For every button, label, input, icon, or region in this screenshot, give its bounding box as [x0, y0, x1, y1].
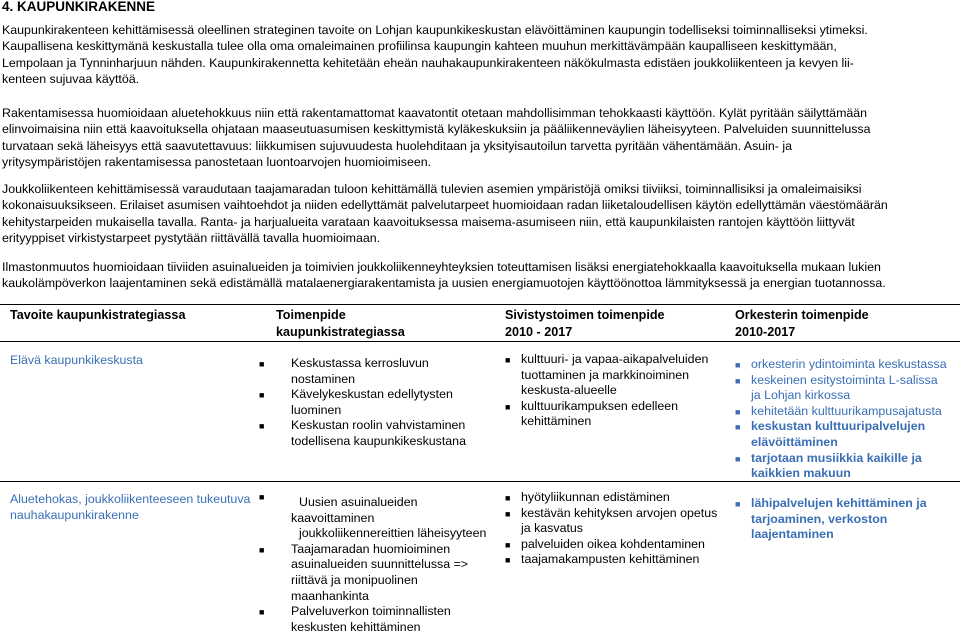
header-line: Sivistystoimen toimenpide: [505, 308, 665, 322]
item-line: keskustan kulttuuripalvelujen: [751, 419, 926, 434]
item-line: Palveluverkon toiminnallisten: [291, 604, 451, 619]
bullet-icon: ■: [505, 555, 511, 566]
paragraph-fragment: Kaupunkirakennetta kehitetään eheän nauhakaupunkirakenteen näkökulmasta edistäen joukkoliikenteen ja kevyen lii-: [209, 55, 854, 70]
item-line: lähipalvelujen kehittäminen ja: [751, 496, 927, 510]
list-item: [505, 399, 708, 430]
row-1-orchestra-list: [735, 357, 947, 482]
paragraph-line: kaukolämpöverkon laajentaminen sekä edistämällä matalaenergiarakentamista ja uusien energiamuotojen käyttöönottoa lämmityksessä ja energian tuotannossa.: [2, 276, 886, 291]
bullet-icon: ■: [259, 390, 265, 401]
list-item: [505, 506, 717, 537]
bullet-icon: ■: [735, 375, 741, 386]
item-line: ja Lohjan kirkossa: [751, 388, 851, 403]
paragraph-1: [2, 22, 960, 88]
item-line: keskeinen esitystoiminta L-salissa: [751, 372, 938, 387]
header-line: kaupunkistrategiassa: [276, 325, 405, 339]
list-item: [505, 537, 717, 553]
row-2-orchestra-list: [735, 496, 927, 543]
list-item: [505, 552, 717, 568]
item-line: Keskustan roolin vahvistaminen: [291, 418, 466, 433]
table-header-action: [276, 307, 405, 341]
table-row-2-theme: [10, 492, 250, 523]
item-line: ja kasvatus: [521, 521, 583, 536]
item-line: kehittäminen: [521, 414, 592, 429]
item-line: Kävelykeskustan edellytysten: [291, 387, 453, 402]
item-line: kaikkien makuun: [751, 466, 851, 481]
header-line: 2010-2017: [735, 325, 796, 339]
bullet-icon: ■: [505, 508, 511, 519]
table-row-1-theme: [10, 353, 143, 369]
item-line: luominen: [291, 402, 342, 417]
paragraph-line: kokonaisuuksikseen. Erilaiset asumisen vaihtoehdot ja niiden edellyttämät palvelutarpeet huomioidaan radan liiketaloudellisen käytön edellyttämän väestömäärän: [2, 198, 888, 213]
header-line: Toimenpide: [276, 308, 346, 322]
item-line: orkesterin ydintoiminta keskustassa: [751, 357, 947, 371]
bullet-icon: ■: [735, 422, 741, 433]
item-line: maanhankinta: [291, 588, 369, 603]
item-line: tarjotaan musiikkia kaikille ja: [751, 450, 922, 465]
list-item: [735, 357, 947, 373]
bullet-icon: ■: [735, 406, 741, 417]
item-line: joukkoliikennereittien läheisyyteen: [299, 526, 487, 541]
table-header-education: [505, 307, 665, 341]
paragraph-4: [2, 259, 960, 292]
paragraph-line: elinvoimaisina niin että kaavoituksella ohjataan maaseutuasumisen keskittymistä kyläkeskuksiin ja pääliikenneväylien läheisyyteen. Palveluiden suunnittelussa: [2, 122, 871, 137]
header-line: 2010 - 2017: [505, 325, 573, 339]
paragraph-line: Joukkoliikenteen kehittämisessä varaudutaan taajamaradan tuloon kehittämällä tulevien asemien ympäristöjä omiksi tiiviiksi, toiminnallisiksi ja omaleimaisiksi: [2, 182, 862, 196]
item-line: elävöittäminen: [751, 434, 838, 449]
row-1-action-list: [259, 356, 466, 450]
item-line: asuinalueiden suunnittelussa =>: [291, 557, 469, 572]
list-item: [735, 451, 947, 482]
bullet-icon: ■: [259, 607, 265, 618]
item-line: laajentaminen: [751, 527, 834, 542]
bullet-icon: ■: [259, 359, 265, 369]
bullet-icon: ■: [259, 544, 265, 555]
item-line: kulttuuri- ja vapaa-aikapalveluiden: [521, 352, 709, 366]
item-line: Keskustassa kerrosluvun: [291, 356, 429, 370]
paragraph-2: [2, 105, 960, 171]
section-heading: 4. KAUPUNKIRAKENNE: [2, 0, 156, 14]
list-item: [259, 492, 487, 542]
list-item: [735, 373, 947, 404]
paragraph-line: kenteen sujuvaa käyttöä.: [2, 72, 140, 87]
paragraph-line: erityyppiset virkistystarpeet pystytään riittävällä tavalla huomioimaan.: [2, 231, 381, 246]
bullet-icon: ■: [505, 401, 511, 412]
theme-line: Elävä kaupunkikeskusta: [10, 353, 143, 367]
paragraph-3: [2, 181, 960, 247]
row-2-education-list: [505, 490, 717, 568]
paragraph-line: turvataan sekä läheisyys että saavutettavuus: liikkumisen sujuvuudesta huolehditaan ja yksityisautoilun tarvetta pyritään vähentämään. Asuin- ja: [2, 138, 793, 153]
list-item: [259, 541, 486, 604]
row-1-education-list: [505, 352, 708, 430]
item-line: keskusten kehittäminen: [291, 619, 421, 634]
paragraph-line: kehitystarpeiden mukaisella tavalla. Ranta- ja harjualueita varataan kaavoituksessa maisema-asumiseen niin, että kaupunkilaisten rantojen käyttöön liittyvät: [2, 214, 855, 229]
list-item: [735, 496, 927, 543]
paragraph-fragment: Lempolaan ja Tynninharjuun nähden.: [2, 55, 206, 70]
header-line: Orkesterin toimenpide: [735, 308, 869, 322]
row-2-action-list: [259, 492, 487, 635]
item-line: nostaminen: [291, 371, 356, 386]
paragraph-line: Kaupunkirakenteen kehittämisessä oleellinen strateginen tavoite on Lohjan kaupunkikeskustan elävöittäminen kaupungin todelliseksi toiminnalliseksi ytimeksi.: [2, 23, 868, 37]
bullet-icon: ■: [259, 421, 265, 432]
item-line: tuottaminen ja markkinoiminen: [521, 367, 690, 382]
table-row-rule: [0, 481, 960, 482]
paragraph-line: Kaupallisena keskittymänä keskustalla tulee olla oma omaleimainen profiilinsa kaupungin kahteen muuhun merkittävämpään kaupalliseen keskittymään,: [2, 39, 837, 54]
bullet-icon: ■: [259, 492, 265, 502]
item-line: palveluiden oikea kohdentaminen: [521, 536, 705, 551]
bullet-icon: ■: [505, 355, 511, 365]
table-header-orchestra: [735, 307, 869, 341]
item-line: todellisena kaupunkikeskustana: [291, 433, 466, 448]
item-line: riittävä ja monipuolinen: [291, 572, 418, 587]
paragraph-line: Ilmastonmuutos huomioidaan tiiviiden asuinalueiden ja toimivien joukkoliikenneyhteyksien toteuttamisen lisäksi energiatehokkaalla kaavoituksella mukaan lukien: [2, 260, 881, 274]
theme-line: Aluetehokas, joukkoliikenteeseen tukeutuva: [10, 492, 251, 506]
list-item: [505, 352, 708, 399]
item-line: kaavoittaminen: [291, 510, 375, 525]
list-item: [259, 604, 486, 635]
list-item: [259, 356, 466, 387]
list-item: [505, 490, 717, 506]
table-header-rule: [0, 341, 960, 342]
item-line: keskusta-alueelle: [521, 383, 617, 398]
list-item: [735, 419, 947, 450]
bullet-icon: ■: [735, 453, 741, 464]
header-line: Tavoite kaupunkistrategiassa: [10, 308, 186, 322]
item-line: tarjoaminen, verkoston: [751, 511, 888, 526]
table-top-rule: [0, 304, 960, 305]
item-line: Uusien asuinalueiden: [299, 495, 418, 509]
bullet-icon: ■: [505, 539, 511, 550]
paragraph-line: [2, 55, 960, 71]
theme-line: nauhakaupunkirakenne: [10, 507, 139, 522]
list-item: [259, 418, 466, 449]
bullet-icon: ■: [505, 493, 511, 503]
item-line: Taajamaradan huomioiminen: [291, 541, 451, 556]
item-line: kehitetään kulttuurikampusajatusta: [751, 403, 942, 418]
paragraph-line: Rakentamisessa huomioidaan aluetehokkuus niin että rakentamattomat kaavatontit otetaan mahdollisimman tehokkaasti käyttöön. Kylät pyritään säilyttämään: [2, 106, 868, 120]
item-line: kestävän kehityksen arvojen opetus: [521, 505, 718, 520]
bullet-icon: ■: [735, 499, 741, 509]
item-line: kulttuurikampuksen edelleen: [521, 398, 679, 413]
paragraph-line: yritysympäristöjen rakentamisessa panostetaan luontoarvojen huomioimiseen.: [2, 155, 432, 170]
item-line: hyötyliikunnan edistäminen: [521, 490, 670, 504]
bullet-icon: ■: [735, 360, 741, 370]
list-item: [735, 404, 947, 420]
item-line: taajamakampusten kehittäminen: [521, 552, 700, 567]
table-header-goal: [10, 307, 185, 324]
list-item: [259, 387, 466, 418]
